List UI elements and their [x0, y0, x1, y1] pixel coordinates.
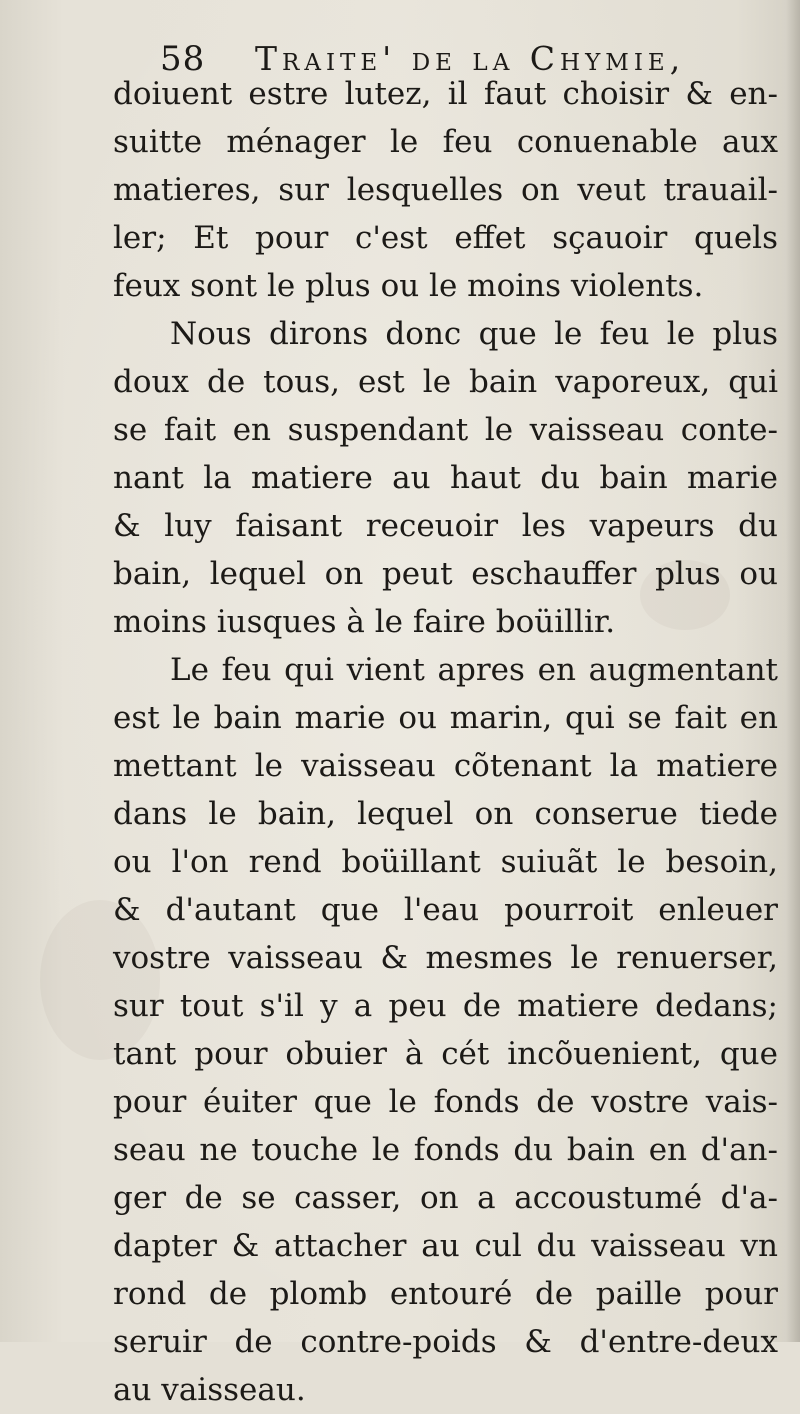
text-line: suitte ménager le feu conuenable aux [113, 124, 778, 160]
text-line: & luy faisant receuoir les vapeurs du [113, 508, 778, 544]
text-line: nant la matiere au haut du bain marie [113, 460, 778, 496]
text-line: est le bain marie ou marin, qui se fait en [113, 700, 778, 736]
text-line: doiuent estre lutez, il faut choisir & en- [113, 76, 778, 112]
text-line: seruir de contre-poids & d'entre-deux [113, 1324, 778, 1360]
text-line: sur tout s'il y a peu de matiere dedans; [113, 988, 778, 1024]
text-line: ou l'on rend boüillant suiuãt le besoin, [113, 844, 778, 880]
page-number: 58 [160, 39, 206, 79]
running-title: Traite' de la Chymie, [255, 39, 686, 78]
text-line: feux sont le plus ou le moins violents. [113, 268, 704, 304]
text-line: seau ne touche le fonds du bain en d'an- [113, 1132, 778, 1168]
text-line: rond de plomb entouré de paille pour [113, 1276, 778, 1312]
text-line: dans le bain, lequel on conserue tiede [113, 796, 778, 832]
text-line: ger de se casser, on a accoustumé d'a- [113, 1180, 778, 1216]
text-line: doux de tous, est le bain vaporeux, qui [113, 364, 778, 400]
text-line: mettant le vaisseau cõtenant la matiere [113, 748, 778, 784]
text-line: se fait en suspendant le vaisseau conte- [113, 412, 778, 448]
text-line: dapter & attacher au cul du vaisseau vn [113, 1228, 778, 1264]
text-line: vostre vaisseau & mesmes le renuerser, [113, 940, 778, 976]
text-line: & d'autant que l'eau pourroit enleuer [113, 892, 778, 928]
text-line: ler; Et pour c'est effet sçauoir quels [113, 220, 778, 256]
text-line: au vaisseau. [113, 1372, 306, 1408]
paragraph-first-line: Nous dirons donc que le feu le plus [170, 316, 778, 352]
body-text [113, 70, 778, 1414]
text-line: moins iusques à le faire boüillir. [113, 604, 616, 640]
paragraph-first-line: Le feu qui vient apres en augmentant [170, 652, 778, 688]
text-line: tant pour obuier à cét incõuenient, que [113, 1036, 778, 1072]
text-line: matieres, sur lesquelles on veut trauail- [113, 172, 778, 208]
text-line: bain, lequel on peut eschauffer plus ou [113, 556, 778, 592]
text-line: pour éuiter que le fonds de vostre vais- [113, 1084, 778, 1120]
